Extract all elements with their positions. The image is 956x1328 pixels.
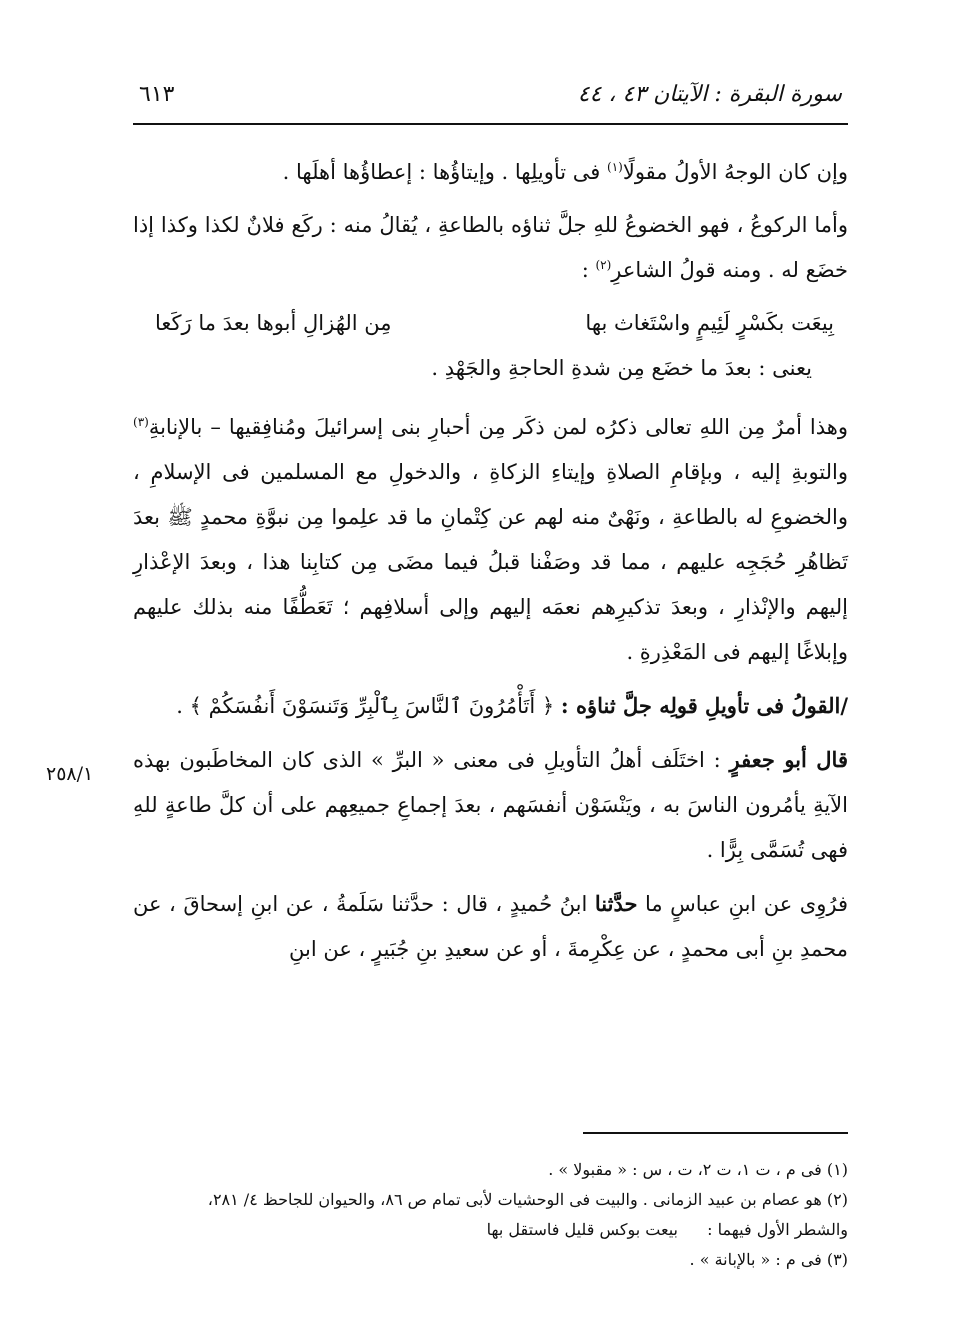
- paragraph-3: [133, 405, 848, 675]
- paragraph-1-text-a: وإن كان الوجهُ الأولُ مقولًا: [622, 160, 848, 184]
- poetry-verse: [133, 301, 848, 346]
- paragraph-1-text-b: فى تأويلِها . وإيتاؤُها : إعطاؤُها أهلَها .: [282, 160, 608, 184]
- footnote-ref-3: (٣): [133, 415, 149, 429]
- verse-first-hemistich: بِيعَت بكَسْرٍ لَئِيمٍ واسْتَغاث بها: [585, 311, 834, 335]
- speaker-label: قال أبو جعفرٍ: [729, 747, 848, 772]
- footnote-3: (٣) فى م : « بالإبانة » .: [689, 1250, 848, 1269]
- main-text: [133, 150, 848, 980]
- paragraph-5-text: : اختَلَف أهلُ التأويلِ فى معنى « البرِّ » الذى كان المخاطَبون بهذه الآيةِ يأمُرون الناسَ به ، ويَنْسَوْن أنفسَهم ، بعدَ إجماعِ جميعِهم على أن كلَّ طاعةٍ للهِ فهى تُسَمَّى بِرًّا .: [133, 748, 848, 862]
- footnote-2-verse-row: [133, 1215, 848, 1245]
- paragraph-3-text-a: وهذا أمرٌ مِن اللهِ تعالى ذكرُه لمن ذكَر مِن أحبارِ بنى إسرائيلَ ومُنافِقيها – بالإنابةِ: [148, 415, 848, 439]
- narration-keyword: حدَّثنا: [594, 891, 638, 916]
- section-heading: [133, 683, 848, 729]
- footnote-1: (١) فى م ، ت ١، ت ٢، ت ، س : « مقبولا » .: [548, 1160, 848, 1179]
- paragraph-2: [133, 203, 848, 293]
- quran-verse: ﴿ أَتَأْمُرُونَ ٱلنَّاسَ بِٱلْبِرِّ وَتَنسَوْنَ أَنفُسَكُمْ ﴾ .: [176, 694, 561, 718]
- footnote-rule: [583, 1132, 848, 1134]
- paragraph-2-text-a: وأما الركوعُ ، فهو الخضوعُ للهِ جلَّ ثناؤه بالطاعةِ ، يُقالُ منه : ركَع فلانٌ لكذا وكذا إذا خضَع له . ومنه قولُ الشاعرِ: [133, 213, 848, 282]
- footnote-ref-2: (٢): [595, 258, 612, 272]
- footnotes: [133, 1155, 848, 1275]
- running-header-title: سورة البقرة : الآيتان ٤٣ ، ٤٤: [577, 82, 842, 107]
- page-number: ٦١٣: [139, 82, 175, 107]
- margin-reference: ٢٥٨/١: [46, 763, 94, 785]
- paragraph-6: [133, 881, 848, 972]
- verse-second-hemistich: مِن الهُزالِ أبوها بعدَ ما رَكَعا: [155, 311, 392, 335]
- footnote-2-lead: والشطر الأول فيهما :: [707, 1220, 848, 1239]
- paragraph-6-text-b: ابنُ حُميدٍ ، قال : حدَّثنا سَلَمةُ ، عن ابنِ إسحاقَ ، عن محمدِ بنِ أبى محمدٍ ، عن عِكْرِمةَ ، أو عن سعيدِ بنِ جُبَيرٍ ، عن ابنِ: [133, 892, 848, 961]
- verse-gloss: يعنى : بعدَ ما خضَع مِن شدةِ الحاجةِ والجَهْدِ .: [431, 356, 812, 380]
- paragraph-3-text-b: والتوبةِ إليه ، وبإقامِ الصلاةِ وإيتاءِ الزكاةِ ، والدخولِ مع المسلمين فى الإسلامِ ، والخضوعِ له بالطاعةِ ، ونَهْىٌ منه لهم عن كِتْمانِ ما قد علِموا مِن نبوَّةِ محمدٍ ﷺ بعدَ تَظاهُرِ حُجَجِه عليهم ، مما قد وصَفْنا قبلُ فيما مضَى مِن كتابِنا هذا ، وبعدَ الإعْذارِ إليهم والإنْذارِ ، وبعدَ تذكيرِهم نعمَه إليهم وإلى أسلافِهم ؛ تَعَطُّفًا منه بذلك عليهم وإبلاغًا إليهم فى المَعْذِرةِ .: [133, 460, 848, 664]
- running-header: [133, 78, 848, 118]
- paragraph-5: [133, 737, 848, 873]
- paragraph-1: [133, 150, 848, 195]
- footnote-ref-1: (١): [607, 160, 623, 174]
- paragraph-6-text-a: فرُوِى عن ابنِ عباسٍ ما: [637, 892, 849, 916]
- paragraph-2-text-b: :: [581, 258, 596, 282]
- header-rule: [133, 123, 848, 125]
- footnote-2: (٢) هو عصام بن عبيد الزمانى . والبيت فى الوحشيات لأبى تمام ص ٨٦، والحيوان للجاحظ ٤/ ٢٨١،: [207, 1190, 848, 1209]
- section-heading-label: /القولُ فى تأويلِ قولِه جلَّ ثناؤه :: [560, 693, 848, 718]
- footnote-2-verse: بيعت بوكس قليل فاستقل بها: [486, 1220, 678, 1239]
